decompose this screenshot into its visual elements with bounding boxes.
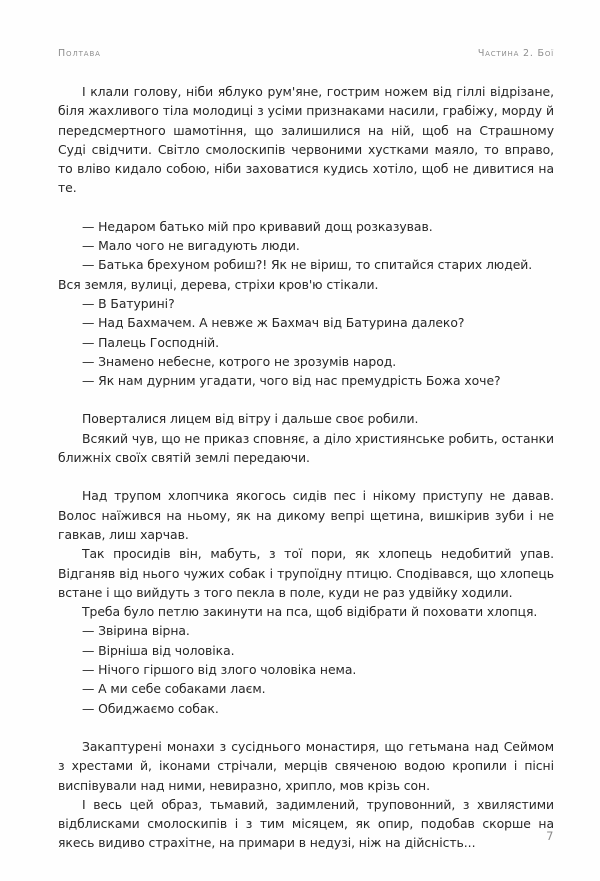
dialogue-line: — В Батурині? — [82, 295, 175, 311]
paragraph: Поверталися лицем від вітру і дальше своє робили. — [82, 411, 419, 427]
paragraph: І клали голову, ніби яблуко рум'яне, гострим ножем від гіллі відрізане, біля жахливого тіла молодиці з усіми признаками насили, грабіжу, морду й передсмертного шамотіння, що залишилися на ній, щоб на Страшному Суді свідчити. Світло смолоскипів червоними хустками маяло, то вправо, то вліво кидало собою, ніби заховатися кудись хотіло, щоб не дивитися на те. — [58, 84, 554, 196]
paragraph: Всякий чув, що не приказ сповняє, а діло християнське робить, останки ближніх своїх святій землі передаючи. — [58, 430, 554, 466]
dialogue-line: — Вірніша від чоловіка. — [82, 642, 235, 658]
page-body — [58, 82, 554, 853]
dialogue-line: — Нічого гіршого від злого чоловіка нема. — [82, 662, 357, 678]
page-number: 7 — [546, 829, 554, 843]
paragraph: І весь цей образ, тьмавий, задимлений, труповонний, з хвилястими відблисками смолоскипів і з тим місяцем, як опир, подобав скорше на якесь видиво страхітне, на примари в недузі, ніж на дійсність... — [58, 796, 554, 851]
paragraph-spacer — [58, 390, 554, 409]
running-head — [58, 48, 554, 60]
paragraph-spacer — [58, 198, 554, 217]
dialogue-line: — Звірина вірна. — [82, 623, 190, 639]
paragraph: Так просидів він, мабуть, з тої пори, як хлопець недобитий упав. Відганяв від нього чужих собак і трупоїдну птицю. Сподівався, що хлопець встане і що вийдуть з того пекла в поле, куди не раз удвійку ходили. — [58, 546, 554, 600]
dialogue-line: — А ми себе собаками лаєм. — [82, 681, 266, 697]
dialogue-line: — Батька брехуном робиш?! Як не віриш, то спитайся старих людей. Вся земля, вулиці, дерева, стріхи кров'ю стікали. — [58, 257, 533, 292]
dialogue-line: — Палець Господній. — [82, 334, 220, 350]
dialogue-line: — Знамено небесне, котрого не зрозумів народ. — [82, 353, 397, 369]
paragraph-spacer — [58, 467, 554, 486]
paragraph: Закаптурені монахи з сусіднього монастиря, що гетьмана над Сеймом з хрестами й, іконами стрічали, мерців свяченою водою кропили і пісні виспівували над ними, невиразно, хрипло, мов крізь сон. — [58, 738, 554, 793]
dialogue-line: — Обиджаємо собак. — [82, 700, 219, 716]
dialogue-line: — Як нам дурним угадати, чого від нас премудрість Божа хоче? — [82, 373, 501, 389]
dialogue-line: — Мало чого не вигадують люди. — [82, 238, 300, 254]
running-head-left: Полтава — [58, 48, 101, 59]
paragraph: Треба було петлю закинути на пса, щоб відібрати й поховати хлопця. — [82, 604, 538, 620]
running-head-right: Частина 2. Бої — [477, 48, 554, 59]
dialogue-line: — Над Бахмачем. А невже ж Бахмач від Батурина далеко? — [82, 315, 465, 331]
paragraph: Над трупом хлопчика якогось сидів пес і нікому приступу не давав. Волос наїжився на ньому, як на дикому вепрі щетина, вишкірив зуби і не гавкав, лиш харчав. — [58, 488, 554, 542]
paragraph-spacer — [58, 718, 554, 737]
dialogue-line: — Недаром батько мій про кривавий дощ розказував. — [82, 218, 433, 234]
